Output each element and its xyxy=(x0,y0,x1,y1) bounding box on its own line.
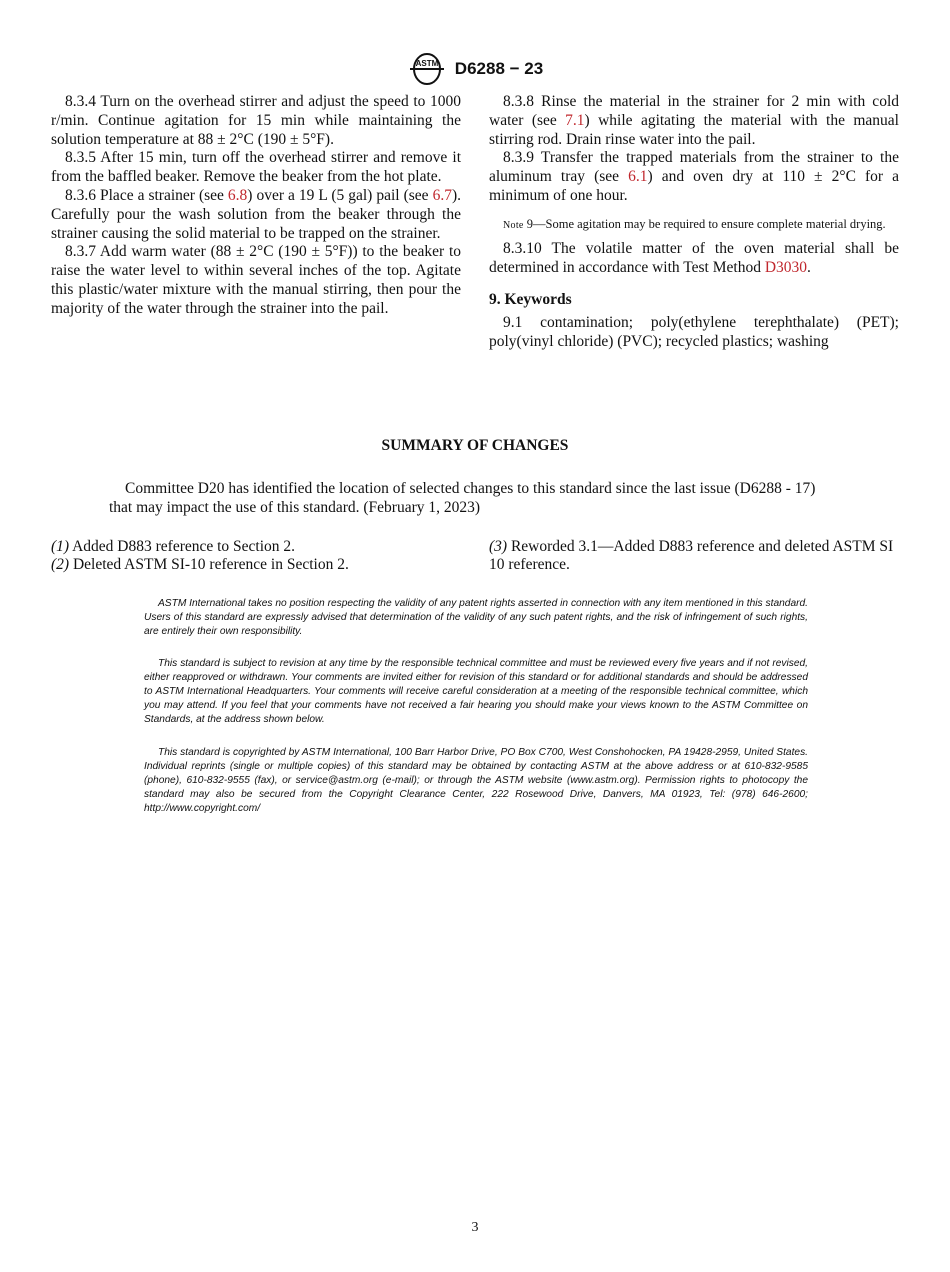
summary-title: SUMMARY OF CHANGES xyxy=(381,437,569,454)
paragraph-8-3-7: 8.3.7 Add warm water (88 ± 2°C (190 ± 5°F)) to the beaker to raise the water level to within several inches of the top. Agitate this plastic/water mixture with the manual stirring, then pour the majority of the water through the strainer into the pail. xyxy=(51,243,461,317)
copyright-notice: This standard is copyrighted by ASTM International, 100 Barr Harbor Drive, PO Box C700, West Conshohocken, PA 19428-2959, United States. Individual reprints (single or multiple copies) of this standard may be obtained by contacting ASTM at the above address or at 610-832-9585 (phone), 610-832-9555 (fax), or service@astm.org (e-mail); or through the ASTM website (www.astm.org). Permission rights to photocopy the standard may also be secured from the Copyright Clearance Center, 222 Rosewood Drive, Danvers, MA 01923, Tel: (978) 646-2600; http://www.copyright.com/ xyxy=(144,747,808,814)
ref-link-6-8[interactable]: 6.8 xyxy=(227,186,248,204)
summary-intro: Committee D20 has identified the location of selected changes to this standard since the last issue (D6288 - 17) that may impact the use of this standard. (February 1, 2023) xyxy=(109,480,816,516)
changes-left-column xyxy=(51,538,461,574)
change-item: (2) Deleted ASTM SI-10 reference in Section 2. xyxy=(51,556,349,573)
change-item: (3) Reworded 3.1—Added D883 reference and deleted ASTM SI 10 reference. xyxy=(489,538,894,573)
page-number: 3 xyxy=(471,1220,479,1235)
right-column xyxy=(489,93,899,352)
keywords-text: 9.1 contamination; poly(ethylene terephthalate) (PET); poly(vinyl chloride) (PVC); recycled plastics; washing xyxy=(489,314,899,350)
astm-logo-icon xyxy=(407,52,447,86)
ref-link-6-7[interactable]: 6.7 xyxy=(432,186,452,204)
paragraph-8-3-10: 8.3.10 The volatile matter of the oven material shall be determined in accordance with Test Method D3030. xyxy=(489,239,899,276)
paragraph-8-3-4: 8.3.4 Turn on the overhead stirrer and adjust the speed to 1000 r/min. Continue agitation for 15 min while maintaining the solution temperature at 88 ± 2°C (190 ± 5°F). xyxy=(51,93,461,148)
keywords-heading: 9. Keywords xyxy=(489,291,572,309)
note-9: Note 9—Some agitation may be required to ensure complete material drying. xyxy=(503,216,886,231)
page-header xyxy=(0,52,950,86)
ref-link-7-1[interactable]: 7.1 xyxy=(565,111,585,129)
left-column xyxy=(51,93,461,319)
ref-link-d3030[interactable]: D3030 xyxy=(764,258,808,276)
document-designation: D6288 − 23 xyxy=(454,59,544,78)
paragraph-8-3-5: 8.3.5 After 15 min, turn off the overhead stirrer and remove it from the baffled beaker. Remove the beaker from the hot plate. xyxy=(51,149,461,186)
paragraph-8-3-8: 8.3.8 Rinse the material in the strainer for 2 min with cold water (see 7.1) while agitating the material with the manual stirring rod. Drain rinse water into the pail. xyxy=(489,93,899,148)
patent-disclaimer: ASTM International takes no position respecting the validity of any patent rights asserted in connection with any item mentioned in this standard. Users of this standard are expressly advised that determination of the validity of any such patent rights, and the risk of infringement of such rights, are entirely their own responsibility. xyxy=(144,598,808,637)
paragraph-8-3-9: 8.3.9 Transfer the trapped materials from the strainer to the aluminum tray (see 6.1) and oven dry at 110 ± 2°C for a minimum of one hour. xyxy=(489,149,899,204)
paragraph-8-3-6: 8.3.6 Place a strainer (see 6.8) over a 19 L (5 gal) pail (see 6.7). Carefully pour the wash solution from the beaker through the strainer causing the solid material to be trapped on the strainer. xyxy=(51,186,461,242)
change-item: (1) Added D883 reference to Section 2. xyxy=(51,538,296,555)
revision-notice: This standard is subject to revision at any time by the responsible technical committee and must be reviewed every five years and if not revised, either reapproved or withdrawn. Your comments are invited either for revision of this standard or for additional standards and should be addressed to ASTM International Headquarters. Your comments will receive careful consideration at a meeting of the responsible technical committee, which you may attend. If you feel that your comments have not received a fair hearing you should make your views known to the ASTM Committee on Standards, at the address shown below. xyxy=(144,658,808,725)
changes-right-column xyxy=(489,538,899,574)
ref-link-6-1[interactable]: 6.1 xyxy=(628,168,648,186)
svg-text:ASTM: ASTM xyxy=(415,59,439,68)
